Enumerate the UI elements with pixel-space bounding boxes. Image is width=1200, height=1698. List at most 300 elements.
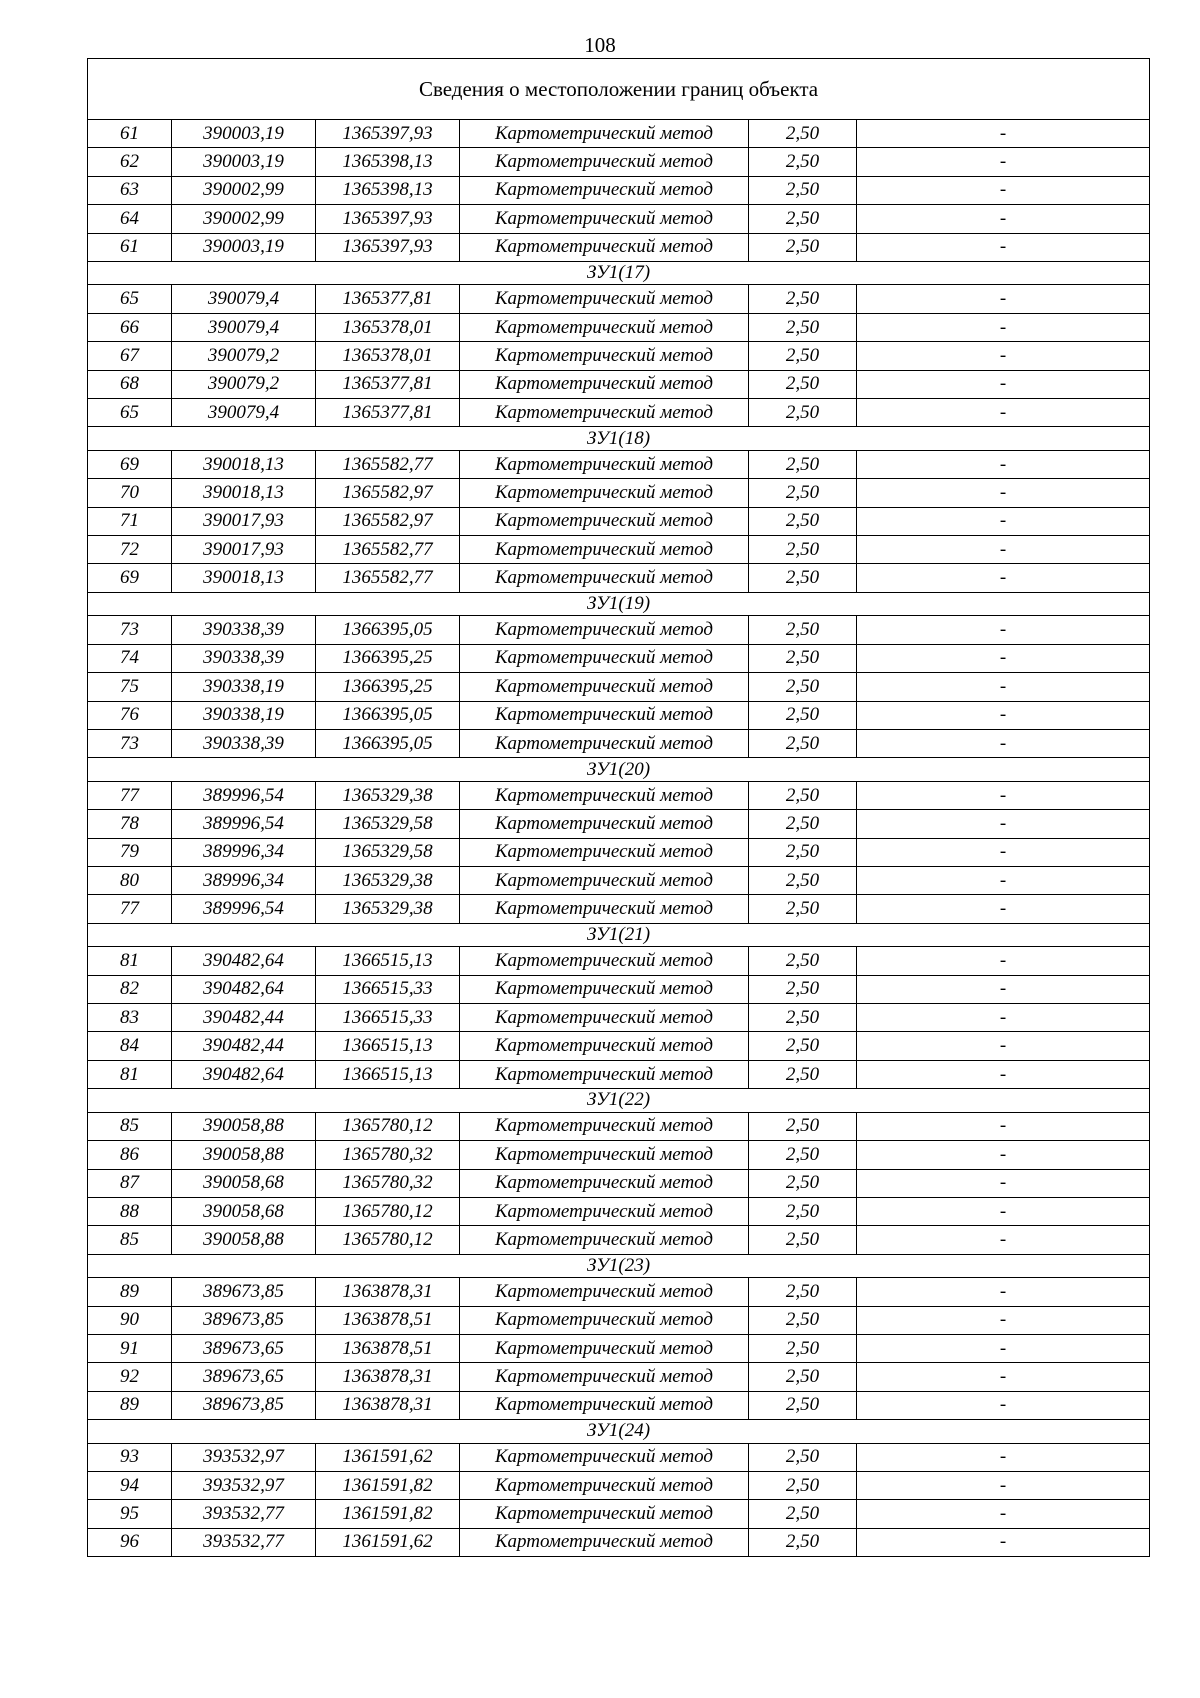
- coordinate-x-cell: 393532,97: [172, 1472, 316, 1500]
- table-row: [88, 781, 1150, 809]
- accuracy-cell: 2,50: [749, 729, 857, 757]
- method-cell: Картометрический метод: [460, 838, 749, 866]
- table-row: [88, 644, 1150, 672]
- accuracy-cell: 2,50: [749, 838, 857, 866]
- table-row: [88, 536, 1150, 564]
- description-cell: -: [857, 866, 1150, 894]
- description-cell: -: [857, 975, 1150, 1003]
- coordinate-x-cell: 390482,44: [172, 1032, 316, 1060]
- accuracy-cell: 2,50: [749, 370, 857, 398]
- accuracy-cell: 2,50: [749, 1169, 857, 1197]
- method-cell: Картометрический метод: [460, 1197, 749, 1225]
- description-cell: -: [857, 342, 1150, 370]
- method-cell: Картометрический метод: [460, 479, 749, 507]
- point-number-cell: 77: [88, 781, 172, 809]
- table-row: [88, 810, 1150, 838]
- description-cell: -: [857, 285, 1150, 313]
- description-cell: -: [857, 564, 1150, 592]
- coordinate-y-cell: 1365780,32: [316, 1169, 460, 1197]
- point-number-cell: 63: [88, 176, 172, 204]
- table-row: [88, 947, 1150, 975]
- coordinate-x-cell: 390079,2: [172, 342, 316, 370]
- table-row: [88, 399, 1150, 427]
- method-cell: Картометрический метод: [460, 176, 749, 204]
- method-cell: Картометрический метод: [460, 450, 749, 478]
- table-row: [88, 1112, 1150, 1140]
- accuracy-cell: 2,50: [749, 1472, 857, 1500]
- parcel-label: ЗУ1(24): [88, 1420, 1150, 1444]
- accuracy-cell: 2,50: [749, 507, 857, 535]
- accuracy-cell: 2,50: [749, 399, 857, 427]
- method-cell: Картометрический метод: [460, 701, 749, 729]
- accuracy-cell: 2,50: [749, 1334, 857, 1362]
- method-cell: Картометрический метод: [460, 342, 749, 370]
- coordinate-x-cell: 393532,97: [172, 1443, 316, 1471]
- parcel-group-row: [88, 427, 1150, 451]
- coordinate-x-cell: 389996,54: [172, 781, 316, 809]
- coordinate-y-cell: 1365377,81: [316, 285, 460, 313]
- accuracy-cell: 2,50: [749, 810, 857, 838]
- point-number-cell: 65: [88, 399, 172, 427]
- table-row: [88, 895, 1150, 923]
- coordinate-y-cell: 1366515,13: [316, 1032, 460, 1060]
- accuracy-cell: 2,50: [749, 1112, 857, 1140]
- description-cell: -: [857, 1391, 1150, 1419]
- coordinate-y-cell: 1365397,93: [316, 205, 460, 233]
- description-cell: -: [857, 205, 1150, 233]
- table-row: [88, 1528, 1150, 1556]
- coordinate-y-cell: 1365780,12: [316, 1226, 460, 1254]
- table-title-row: [88, 59, 1150, 120]
- point-number-cell: 85: [88, 1112, 172, 1140]
- description-cell: -: [857, 1334, 1150, 1362]
- description-cell: -: [857, 1112, 1150, 1140]
- coordinate-x-cell: 389673,85: [172, 1278, 316, 1306]
- coordinate-y-cell: 1366395,05: [316, 729, 460, 757]
- coordinate-x-cell: 390079,2: [172, 370, 316, 398]
- accuracy-cell: 2,50: [749, 781, 857, 809]
- point-number-cell: 88: [88, 1197, 172, 1225]
- table-row: [88, 148, 1150, 176]
- description-cell: -: [857, 1032, 1150, 1060]
- coordinate-x-cell: 390338,39: [172, 729, 316, 757]
- table-row: [88, 1141, 1150, 1169]
- coordinate-y-cell: 1366515,33: [316, 975, 460, 1003]
- accuracy-cell: 2,50: [749, 1032, 857, 1060]
- table-row: [88, 616, 1150, 644]
- parcel-label: ЗУ1(18): [88, 427, 1150, 451]
- method-cell: Картометрический метод: [460, 616, 749, 644]
- accuracy-cell: 2,50: [749, 673, 857, 701]
- parcel-label: ЗУ1(17): [88, 261, 1150, 285]
- table-row: [88, 866, 1150, 894]
- table-row: [88, 1004, 1150, 1032]
- description-cell: -: [857, 895, 1150, 923]
- table-row: [88, 975, 1150, 1003]
- table-row: [88, 1278, 1150, 1306]
- method-cell: Картометрический метод: [460, 673, 749, 701]
- description-cell: -: [857, 1472, 1150, 1500]
- coordinate-y-cell: 1365582,77: [316, 450, 460, 478]
- point-number-cell: 94: [88, 1472, 172, 1500]
- point-number-cell: 77: [88, 895, 172, 923]
- accuracy-cell: 2,50: [749, 1391, 857, 1419]
- accuracy-cell: 2,50: [749, 616, 857, 644]
- point-number-cell: 92: [88, 1363, 172, 1391]
- method-cell: Картометрический метод: [460, 866, 749, 894]
- method-cell: Картометрический метод: [460, 810, 749, 838]
- description-cell: -: [857, 729, 1150, 757]
- accuracy-cell: 2,50: [749, 342, 857, 370]
- coordinate-y-cell: 1365780,12: [316, 1112, 460, 1140]
- point-number-cell: 85: [88, 1226, 172, 1254]
- point-number-cell: 86: [88, 1141, 172, 1169]
- parcel-group-row: [88, 923, 1150, 947]
- table-row: [88, 313, 1150, 341]
- method-cell: Картометрический метод: [460, 644, 749, 672]
- table-row: [88, 1197, 1150, 1225]
- coordinate-y-cell: 1365582,97: [316, 479, 460, 507]
- coordinate-x-cell: 390338,19: [172, 673, 316, 701]
- coordinate-x-cell: 390002,99: [172, 205, 316, 233]
- table-row: [88, 673, 1150, 701]
- coordinate-y-cell: 1363878,31: [316, 1363, 460, 1391]
- point-number-cell: 66: [88, 313, 172, 341]
- table-row: [88, 370, 1150, 398]
- method-cell: Картометрический метод: [460, 1363, 749, 1391]
- accuracy-cell: 2,50: [749, 975, 857, 1003]
- point-number-cell: 90: [88, 1306, 172, 1334]
- coordinate-y-cell: 1366515,13: [316, 947, 460, 975]
- description-cell: -: [857, 120, 1150, 148]
- description-cell: -: [857, 148, 1150, 176]
- parcel-group-row: [88, 1420, 1150, 1444]
- method-cell: Картометрический метод: [460, 536, 749, 564]
- table-row: [88, 120, 1150, 148]
- accuracy-cell: 2,50: [749, 1363, 857, 1391]
- point-number-cell: 82: [88, 975, 172, 1003]
- coordinate-y-cell: 1365582,77: [316, 536, 460, 564]
- coordinate-y-cell: 1363878,31: [316, 1278, 460, 1306]
- method-cell: Картометрический метод: [460, 1032, 749, 1060]
- coordinate-y-cell: 1363878,51: [316, 1334, 460, 1362]
- method-cell: Картометрический метод: [460, 1334, 749, 1362]
- accuracy-cell: 2,50: [749, 1278, 857, 1306]
- point-number-cell: 75: [88, 673, 172, 701]
- method-cell: Картометрический метод: [460, 1500, 749, 1528]
- accuracy-cell: 2,50: [749, 176, 857, 204]
- table-row: [88, 176, 1150, 204]
- method-cell: Картометрический метод: [460, 564, 749, 592]
- point-number-cell: 95: [88, 1500, 172, 1528]
- table-row: [88, 233, 1150, 261]
- accuracy-cell: 2,50: [749, 205, 857, 233]
- table-row: [88, 729, 1150, 757]
- parcel-label: ЗУ1(20): [88, 758, 1150, 782]
- method-cell: Картометрический метод: [460, 1004, 749, 1032]
- description-cell: -: [857, 1004, 1150, 1032]
- point-number-cell: 76: [88, 701, 172, 729]
- parcel-group-row: [88, 261, 1150, 285]
- point-number-cell: 83: [88, 1004, 172, 1032]
- accuracy-cell: 2,50: [749, 1500, 857, 1528]
- point-number-cell: 67: [88, 342, 172, 370]
- point-number-cell: 93: [88, 1443, 172, 1471]
- table-row: [88, 564, 1150, 592]
- point-number-cell: 73: [88, 616, 172, 644]
- coordinate-x-cell: 390338,19: [172, 701, 316, 729]
- description-cell: -: [857, 781, 1150, 809]
- parcel-group-row: [88, 1089, 1150, 1113]
- point-number-cell: 68: [88, 370, 172, 398]
- coordinate-y-cell: 1365397,93: [316, 233, 460, 261]
- method-cell: Картометрический метод: [460, 1278, 749, 1306]
- coordinate-y-cell: 1365329,38: [316, 895, 460, 923]
- table-row: [88, 1363, 1150, 1391]
- method-cell: Картометрический метод: [460, 370, 749, 398]
- accuracy-cell: 2,50: [749, 947, 857, 975]
- coordinate-x-cell: 389673,65: [172, 1334, 316, 1362]
- description-cell: -: [857, 947, 1150, 975]
- accuracy-cell: 2,50: [749, 1060, 857, 1088]
- method-cell: Картометрический метод: [460, 1226, 749, 1254]
- coordinate-x-cell: 390018,13: [172, 479, 316, 507]
- page-number: 108: [584, 33, 616, 57]
- accuracy-cell: 2,50: [749, 479, 857, 507]
- coordinate-y-cell: 1365329,58: [316, 810, 460, 838]
- point-number-cell: 81: [88, 947, 172, 975]
- coordinate-x-cell: 390058,88: [172, 1141, 316, 1169]
- description-cell: -: [857, 399, 1150, 427]
- table-row: [88, 1443, 1150, 1471]
- method-cell: Картометрический метод: [460, 1528, 749, 1556]
- coordinate-y-cell: 1366515,33: [316, 1004, 460, 1032]
- description-cell: -: [857, 810, 1150, 838]
- point-number-cell: 61: [88, 233, 172, 261]
- description-cell: -: [857, 450, 1150, 478]
- point-number-cell: 89: [88, 1391, 172, 1419]
- table-row: [88, 1169, 1150, 1197]
- coordinate-x-cell: 390482,64: [172, 947, 316, 975]
- description-cell: -: [857, 1528, 1150, 1556]
- coordinate-y-cell: 1361591,82: [316, 1500, 460, 1528]
- point-number-cell: 65: [88, 285, 172, 313]
- accuracy-cell: 2,50: [749, 644, 857, 672]
- point-number-cell: 69: [88, 450, 172, 478]
- table-row: [88, 1500, 1150, 1528]
- coordinate-x-cell: 389996,54: [172, 895, 316, 923]
- description-cell: -: [857, 479, 1150, 507]
- table-row: [88, 342, 1150, 370]
- description-cell: -: [857, 1363, 1150, 1391]
- coordinate-y-cell: 1365377,81: [316, 370, 460, 398]
- coordinate-y-cell: 1365329,38: [316, 781, 460, 809]
- point-number-cell: 79: [88, 838, 172, 866]
- method-cell: Картометрический метод: [460, 781, 749, 809]
- description-cell: -: [857, 1278, 1150, 1306]
- coordinate-x-cell: 389996,54: [172, 810, 316, 838]
- accuracy-cell: 2,50: [749, 536, 857, 564]
- table-row: [88, 1391, 1150, 1419]
- coordinate-y-cell: 1365398,13: [316, 148, 460, 176]
- method-cell: Картометрический метод: [460, 947, 749, 975]
- table-row: [88, 1060, 1150, 1088]
- point-number-cell: 61: [88, 120, 172, 148]
- description-cell: -: [857, 1141, 1150, 1169]
- coordinate-y-cell: 1365780,12: [316, 1197, 460, 1225]
- coordinate-y-cell: 1365378,01: [316, 342, 460, 370]
- coordinate-x-cell: 390003,19: [172, 233, 316, 261]
- accuracy-cell: 2,50: [749, 1197, 857, 1225]
- coordinate-y-cell: 1365378,01: [316, 313, 460, 341]
- coordinate-y-cell: 1366395,05: [316, 701, 460, 729]
- table-body: [88, 59, 1150, 1557]
- point-number-cell: 96: [88, 1528, 172, 1556]
- method-cell: Картометрический метод: [460, 313, 749, 341]
- method-cell: Картометрический метод: [460, 233, 749, 261]
- table-row: [88, 1334, 1150, 1362]
- description-cell: -: [857, 838, 1150, 866]
- description-cell: -: [857, 1169, 1150, 1197]
- coordinate-y-cell: 1365582,97: [316, 507, 460, 535]
- coordinate-x-cell: 390079,4: [172, 313, 316, 341]
- point-number-cell: 62: [88, 148, 172, 176]
- coordinate-x-cell: 390017,93: [172, 536, 316, 564]
- table-row: [88, 205, 1150, 233]
- coordinate-x-cell: 393532,77: [172, 1528, 316, 1556]
- parcel-label: ЗУ1(22): [88, 1089, 1150, 1113]
- coordinate-y-cell: 1366395,25: [316, 673, 460, 701]
- method-cell: Картометрический метод: [460, 507, 749, 535]
- coordinate-x-cell: 390338,39: [172, 644, 316, 672]
- description-cell: -: [857, 370, 1150, 398]
- point-number-cell: 84: [88, 1032, 172, 1060]
- coordinate-y-cell: 1366395,05: [316, 616, 460, 644]
- coordinate-x-cell: 390058,88: [172, 1112, 316, 1140]
- coordinate-x-cell: 389996,34: [172, 838, 316, 866]
- table-row: [88, 285, 1150, 313]
- method-cell: Картометрический метод: [460, 1391, 749, 1419]
- parcel-label: ЗУ1(23): [88, 1254, 1150, 1278]
- description-cell: -: [857, 313, 1150, 341]
- coordinate-x-cell: 390079,4: [172, 285, 316, 313]
- coordinate-y-cell: 1365329,58: [316, 838, 460, 866]
- coordinate-y-cell: 1365780,32: [316, 1141, 460, 1169]
- description-cell: -: [857, 616, 1150, 644]
- accuracy-cell: 2,50: [749, 285, 857, 313]
- method-cell: Картометрический метод: [460, 895, 749, 923]
- method-cell: Картометрический метод: [460, 285, 749, 313]
- coordinate-y-cell: 1365377,81: [316, 399, 460, 427]
- method-cell: Картометрический метод: [460, 1112, 749, 1140]
- coordinate-y-cell: 1366515,13: [316, 1060, 460, 1088]
- accuracy-cell: 2,50: [749, 1141, 857, 1169]
- coordinate-y-cell: 1363878,31: [316, 1391, 460, 1419]
- parcel-group-row: [88, 758, 1150, 782]
- point-number-cell: 87: [88, 1169, 172, 1197]
- point-number-cell: 70: [88, 479, 172, 507]
- coordinate-y-cell: 1365397,93: [316, 120, 460, 148]
- table-row: [88, 479, 1150, 507]
- method-cell: Картометрический метод: [460, 1306, 749, 1334]
- coordinate-y-cell: 1361591,62: [316, 1528, 460, 1556]
- coordinate-x-cell: 389996,34: [172, 866, 316, 894]
- point-number-cell: 69: [88, 564, 172, 592]
- table-row: [88, 450, 1150, 478]
- coordinate-x-cell: 390018,13: [172, 564, 316, 592]
- coordinate-x-cell: 390482,64: [172, 975, 316, 1003]
- parcel-label: ЗУ1(21): [88, 923, 1150, 947]
- table-title: Сведения о местоположении границ объекта: [88, 59, 1150, 120]
- coordinate-x-cell: 390338,39: [172, 616, 316, 644]
- description-cell: -: [857, 1197, 1150, 1225]
- parcel-group-row: [88, 592, 1150, 616]
- point-number-cell: 81: [88, 1060, 172, 1088]
- description-cell: -: [857, 701, 1150, 729]
- table-row: [88, 1226, 1150, 1254]
- coordinate-y-cell: 1363878,51: [316, 1306, 460, 1334]
- point-number-cell: 78: [88, 810, 172, 838]
- description-cell: -: [857, 644, 1150, 672]
- method-cell: Картометрический метод: [460, 1472, 749, 1500]
- point-number-cell: 64: [88, 205, 172, 233]
- accuracy-cell: 2,50: [749, 313, 857, 341]
- coordinate-x-cell: 390058,88: [172, 1226, 316, 1254]
- coordinate-x-cell: 390018,13: [172, 450, 316, 478]
- description-cell: -: [857, 176, 1150, 204]
- method-cell: Картометрический метод: [460, 399, 749, 427]
- accuracy-cell: 2,50: [749, 1004, 857, 1032]
- point-number-cell: 73: [88, 729, 172, 757]
- description-cell: -: [857, 1500, 1150, 1528]
- method-cell: Картометрический метод: [460, 205, 749, 233]
- coordinate-x-cell: 390002,99: [172, 176, 316, 204]
- coordinate-y-cell: 1361591,62: [316, 1443, 460, 1471]
- accuracy-cell: 2,50: [749, 1226, 857, 1254]
- accuracy-cell: 2,50: [749, 866, 857, 894]
- coordinate-y-cell: 1366395,25: [316, 644, 460, 672]
- point-number-cell: 72: [88, 536, 172, 564]
- table-row: [88, 1306, 1150, 1334]
- coordinate-x-cell: 390003,19: [172, 120, 316, 148]
- point-number-cell: 91: [88, 1334, 172, 1362]
- description-cell: -: [857, 1443, 1150, 1471]
- table-row: [88, 701, 1150, 729]
- point-number-cell: 89: [88, 1278, 172, 1306]
- coordinate-x-cell: 390482,64: [172, 1060, 316, 1088]
- coordinate-y-cell: 1365582,77: [316, 564, 460, 592]
- accuracy-cell: 2,50: [749, 120, 857, 148]
- coordinate-x-cell: 393532,77: [172, 1500, 316, 1528]
- description-cell: -: [857, 1226, 1150, 1254]
- parcel-label: ЗУ1(19): [88, 592, 1150, 616]
- method-cell: Картометрический метод: [460, 1169, 749, 1197]
- coordinate-x-cell: 390058,68: [172, 1197, 316, 1225]
- method-cell: Картометрический метод: [460, 148, 749, 176]
- description-cell: -: [857, 233, 1150, 261]
- accuracy-cell: 2,50: [749, 1443, 857, 1471]
- accuracy-cell: 2,50: [749, 564, 857, 592]
- method-cell: Картометрический метод: [460, 120, 749, 148]
- method-cell: Картометрический метод: [460, 729, 749, 757]
- parcel-group-row: [88, 1254, 1150, 1278]
- description-cell: -: [857, 1060, 1150, 1088]
- method-cell: Картометрический метод: [460, 1141, 749, 1169]
- coordinate-x-cell: 389673,85: [172, 1306, 316, 1334]
- table-row: [88, 507, 1150, 535]
- accuracy-cell: 2,50: [749, 1306, 857, 1334]
- boundary-coordinates-table: [87, 58, 1150, 1557]
